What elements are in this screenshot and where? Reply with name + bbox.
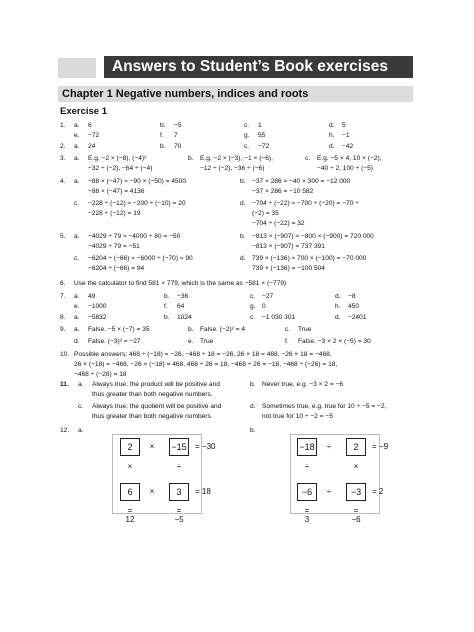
q7-number: 7. [60, 293, 66, 300]
q7-c: −27 [262, 293, 274, 300]
q3-a-label: a. [74, 155, 80, 162]
q11-c-line1: Always true; the quotient will be positive and [92, 403, 222, 410]
grid-a-result-row1: = −30 [195, 442, 216, 451]
q8-b: 1024 [177, 314, 192, 321]
q11-b-line1: Never true, e.g. −3 × 2 = −6 [262, 381, 344, 388]
q5-a-label: a. [74, 233, 80, 240]
q12-a-label: a. [78, 427, 84, 434]
q1-h-label: h. [329, 132, 335, 139]
q1-d-label: d. [329, 122, 335, 129]
q11-d-label: d. [250, 403, 256, 410]
q4-c-line2: −228 ÷ (−12) = 19 [88, 210, 141, 217]
grid-a-box-3: 6 [120, 483, 140, 501]
q1-f: 7 [174, 132, 178, 139]
grid-a-box-4: 3 [169, 483, 189, 501]
q7-b-label: b. [164, 293, 170, 300]
q12-number: 12. [60, 427, 70, 434]
q7-b: −36 [177, 293, 189, 300]
q7-f-label: f. [164, 303, 168, 310]
q3-b-line2: −12 ÷ (−2), −36 ÷ (−6) [200, 165, 265, 172]
grid-b-box-4: −3 [346, 483, 366, 501]
q9-c-label: c. [285, 326, 291, 333]
q5-d-line1: 739 × (−136) ≈ 700 × (−100) = −70 000 [252, 255, 367, 262]
grid-b-op-left: ÷ [304, 462, 310, 471]
q8-d-label: d. [335, 314, 341, 321]
grid-b-op-bottom: ÷ [326, 487, 332, 496]
q10-line3: −468 ÷ (−26) = 18 [74, 371, 127, 378]
grid-b-op-top: ÷ [326, 442, 332, 451]
q9-a-label: a. [74, 326, 80, 333]
q7-e: −1000 [88, 303, 107, 310]
grid-a-op-top: × [149, 442, 155, 451]
q4-c-label: c. [74, 200, 80, 207]
q5-c-label: c. [74, 255, 80, 262]
q4-b-line2: −37 × 286 = −10 582 [252, 188, 314, 195]
q4-b-label: b. [240, 178, 246, 185]
grid-a-result-row2: = 18 [195, 487, 211, 496]
q7-d: −8 [348, 293, 356, 300]
q1-d: 5 [342, 122, 346, 129]
q11-c-line2: thus greater than both negative numbers. [92, 413, 213, 420]
q8-number: 8. [60, 314, 66, 321]
q4-d-label: d. [240, 200, 246, 207]
q6-text: Use the calculator to find 581 × 779, which is the same as −581 × (−779) [74, 280, 287, 287]
q5-c-line1: −6204 ÷ (−66) ≈ −6000 ÷ (−70) ≈ 90 [88, 255, 193, 262]
q7-c-label: c. [250, 293, 256, 300]
q11-number: 11. [60, 381, 69, 388]
q9-a: False. −5 × (−7) = 35 [88, 326, 150, 333]
grid-b-box-1: −18 [297, 438, 317, 456]
page-banner: Answers to Student’s Book exercises [104, 56, 413, 78]
q2-d: −42 [342, 143, 354, 150]
grid-b-result-col2: −6 [351, 515, 361, 524]
q9-d-label: d. [74, 338, 80, 345]
q7-f: 64 [177, 303, 185, 310]
q2-b: 70 [174, 143, 182, 150]
q4-b-line1: −37 × 286 ≈ −40 × 300 = −12 000 [252, 178, 351, 185]
q5-c-line2: −6204 ÷ (−66) = 94 [88, 265, 145, 272]
q5-a-line2: −4029 ÷ 79 = −51 [88, 243, 140, 250]
q4-a-label: a. [74, 178, 80, 185]
q1-e-label: e. [74, 132, 80, 139]
q1-g: 55 [258, 132, 266, 139]
grid-a-op-right: ÷ [176, 462, 182, 471]
q1-a: 6 [88, 122, 92, 129]
q10-line1: Possible answers: 468 ÷ (−18) = −26, −468 ÷ 18 = −26, 26 × 18 = 468, −26 × 18 = −468, [74, 351, 332, 358]
q3-a-line2: −32 ÷ (−2), −64 ÷ (−4) [88, 165, 153, 172]
grid-a-op-left: × [127, 462, 133, 471]
q11-c-label: c. [78, 403, 84, 410]
q5-b-label: b. [240, 233, 246, 240]
grid-b-box-2: 2 [346, 438, 366, 456]
grid-a-result-col2: −5 [174, 515, 184, 524]
q5-number: 5. [60, 233, 66, 240]
q1-f-label: f. [160, 132, 164, 139]
q7-h-label: h. [335, 303, 341, 310]
banner-tab [58, 58, 96, 78]
q11-a-label: a. [78, 381, 84, 388]
grid-a-op-bottom: × [149, 487, 155, 496]
q4-d-line1: −704 ÷ (−22) ≈ −700 ÷ (−20) = −70 ÷ [252, 200, 359, 207]
grid-b-result-col1: 3 [304, 515, 310, 524]
q7-a-label: a. [74, 293, 80, 300]
q5-b-line2: −813 × (−907) = 737 391 [252, 243, 325, 250]
q9-c: True [298, 326, 312, 333]
q4-d-line3: −704 ÷ (−22) = 32 [252, 220, 305, 227]
grid-b-result-row2: = 2 [372, 487, 384, 496]
q2-a-label: a. [74, 143, 80, 150]
q3-c-label: c. [305, 155, 311, 162]
q3-c-line1: E.g. −5 × 4, 10 × (−2), [317, 155, 382, 162]
q5-d-line2: 739 × (−136) = −100 504 [252, 265, 325, 272]
q11-a-line1: Always true; the product will be positive and [92, 381, 220, 388]
grid-b-eq-col2: = [353, 506, 359, 515]
q4-a-line1: −88 × (−47) ≈ −90 × (−50) = 4500 [88, 178, 187, 185]
q12-b-label: b. [250, 427, 256, 434]
q11-a-line2: thus greater than both negative numbers. [92, 391, 213, 398]
q8-b-label: b. [164, 314, 170, 321]
q8-c-label: c. [250, 314, 256, 321]
q2-number: 2. [60, 143, 66, 150]
q11-b-label: b. [250, 381, 256, 388]
q6-number: 6. [60, 280, 66, 287]
q1-b-label: b. [160, 122, 166, 129]
q1-b: −5 [174, 122, 182, 129]
q7-h: 450 [348, 303, 360, 310]
q9-b: False. (−2)² = 4 [200, 326, 246, 333]
grid-b-op-right: × [353, 462, 359, 471]
q3-b-label: b. [188, 155, 194, 162]
q7-a: 49 [88, 293, 96, 300]
q8-c: −1 030 301 [262, 314, 296, 321]
q5-d-label: d. [240, 255, 246, 262]
q11-d-line1: Sometimes true, e.g. true for 10 ÷ −5 = −2, [262, 403, 387, 410]
q10-line2: 26 × (−18) = −468, −26 × (−18) = 468, 468 ÷ 26 = 18, −468 ÷ 26 = −18, −468 ÷ (−26) = 18, [74, 361, 338, 368]
q9-e-label: e. [188, 338, 194, 345]
q4-a-line2: −88 × (−47) = 4136 [88, 188, 145, 195]
q1-a-label: a. [74, 122, 80, 129]
q3-a-line1: E.g. −2 × (−8), (−4)² [88, 155, 147, 162]
grid-a-result-col1: 12 [125, 515, 135, 524]
grid-a-eq-col2: = [176, 506, 182, 515]
q9-f: False. −3 × 2 × (−5) = 30 [298, 338, 371, 345]
q9-b-label: b. [188, 326, 194, 333]
q1-c-label: c. [244, 122, 250, 129]
q1-h: −1 [342, 132, 350, 139]
grid-b-box-3: −6 [297, 483, 317, 501]
q4-c-line1: −228 ÷ (−12) ≈ −200 ÷ (−10) = 20 [88, 200, 186, 207]
q5-a-line1: −4029 ÷ 79 ≈ −4000 ÷ 80 = −50 [88, 233, 181, 240]
q2-c-label: c. [244, 143, 250, 150]
q2-c: −72 [258, 143, 270, 150]
q1-c: 1 [258, 122, 262, 129]
q8-a: −5832 [88, 314, 107, 321]
q2-a: 24 [88, 143, 96, 150]
q7-g: 0 [262, 303, 266, 310]
q4-d-line2: (−2) = 35 [252, 210, 279, 217]
q9-e: True [200, 338, 214, 345]
chapter-heading: Chapter 1 Negative numbers, indices and roots [58, 86, 413, 102]
q11-d-line2: not true for 10 ÷ −2 = −5 [262, 413, 333, 420]
q9-f-label: f. [285, 338, 289, 345]
grid-b-eq-col1: = [304, 506, 310, 515]
q2-b-label: b. [160, 143, 166, 150]
q9-number: 9. [60, 326, 66, 333]
q1-number: 1. [60, 122, 66, 129]
q3-number: 3. [60, 155, 66, 162]
q7-g-label: g. [250, 303, 256, 310]
q3-c-line2: −40 ÷ 2, 100 ÷ (−5) [317, 165, 373, 172]
q8-d: −2401 [348, 314, 367, 321]
grid-a-box-2: −15 [169, 438, 189, 456]
exercise-heading: Exercise 1 [60, 106, 108, 117]
q8-a-label: a. [74, 314, 80, 321]
grid-a-eq-col1: = [127, 506, 133, 515]
q5-b-line1: −813 × (−907) ≈ −800 × (−900) = 720 000 [252, 233, 374, 240]
q7-e-label: e. [74, 303, 80, 310]
grid-a-box-1: 2 [120, 438, 140, 456]
q1-g-label: g. [244, 132, 250, 139]
q4-number: 4. [60, 178, 66, 185]
q3-b-line1: E.g. −2 × (−3), −1 × (−6), [200, 155, 273, 162]
q10-number: 10. [60, 351, 70, 358]
q9-d: False. (−3)³ = −27 [88, 338, 141, 345]
grid-b-result-row1: = −9 [372, 442, 389, 451]
q2-d-label: d. [329, 143, 335, 150]
q1-e: −72 [88, 132, 100, 139]
q7-d-label: d. [335, 293, 341, 300]
